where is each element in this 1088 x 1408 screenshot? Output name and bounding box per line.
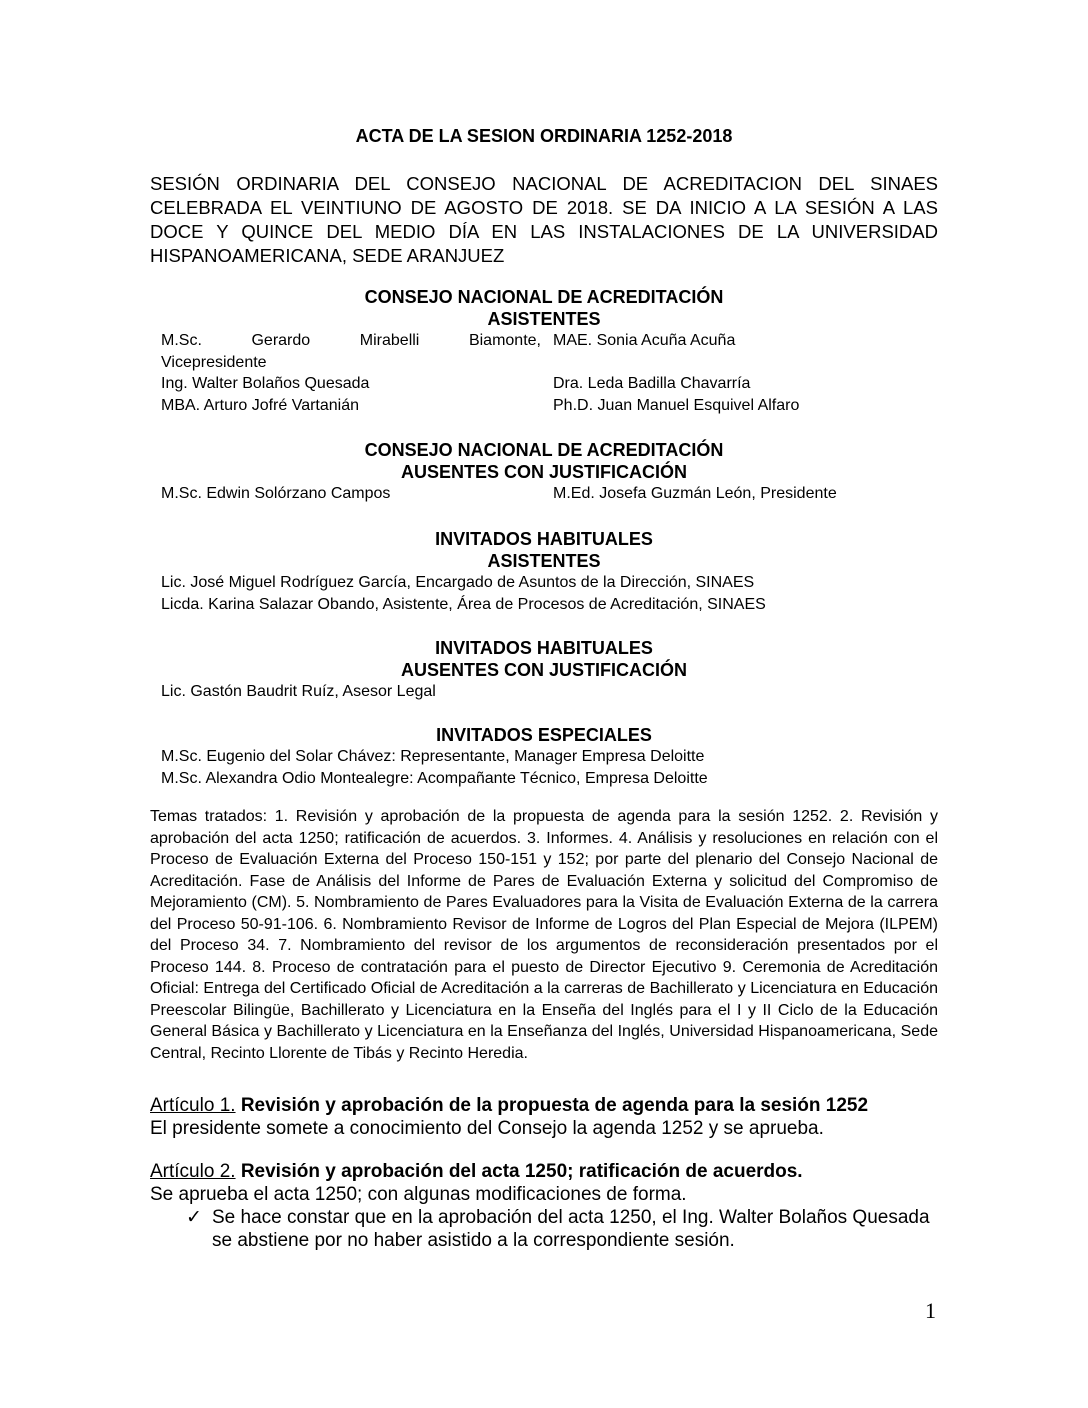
guest-line: M.Sc. Eugenio del Solar Chávez: Representante, Manager Empresa Deloitte — [161, 748, 705, 765]
attendee-name: Ing. Walter Bolaños Quesada — [161, 375, 370, 392]
attendee-row — [150, 395, 938, 417]
article-title: Revisión y aprobación de la propuesta de agenda para la sesión 1252 — [240, 1095, 869, 1116]
page-number: 1 — [925, 1298, 936, 1323]
section-subheading: ASISTENTES — [487, 551, 601, 571]
article-label: Artículo 2. — [150, 1161, 236, 1182]
section-subheading: ASISTENTES — [487, 309, 601, 329]
section-heading: CONSEJO NACIONAL DE ACREDITACIÓN — [364, 440, 724, 460]
section-heading: INVITADOS HABITUALES — [435, 638, 653, 658]
attendee-row — [150, 330, 938, 352]
attendee-name: Ph.D. Juan Manuel Esquivel Alfaro — [553, 396, 800, 414]
article-title: Revisión y aprobación del acta 1250; ratificación de acuerdos. — [240, 1161, 803, 1182]
invitados-especiales-section — [150, 724, 938, 789]
section-heading: CONSEJO NACIONAL DE ACREDITACIÓN — [364, 287, 724, 307]
attendee-name: MAE. Sonia Acuña Acuña — [553, 332, 736, 349]
attendee-name: Dra. Leda Badilla Chavarría — [553, 375, 751, 392]
article-text: Se aprueba el acta 1250; con algunas modificaciones de forma. — [150, 1184, 687, 1205]
attendee-name: MBA. Arturo Jofré Vartanián — [161, 396, 360, 414]
attendee-name-justified: M.Sc. Gerardo Mirabelli Biamonte, — [161, 332, 541, 349]
checkmark-icon: ✓ — [186, 1207, 202, 1228]
article-2 — [150, 1160, 938, 1252]
section-subheading: AUSENTES CON JUSTIFICACIÓN — [400, 462, 688, 482]
guest-line: M.Sc. Alexandra Odio Montealegre: Acompañante Técnico, Empresa Deloitte — [161, 769, 708, 787]
document-title: ACTA DE LA SESION ORDINARIA 1252-2018 — [355, 126, 733, 146]
section-heading: INVITADOS HABITUALES — [435, 529, 653, 549]
attendee-role: Vicepresidente — [161, 353, 267, 371]
section-heading: INVITADOS ESPECIALES — [436, 725, 652, 745]
attendee-row — [150, 373, 938, 395]
session-intro: SESIÓN ORDINARIA DEL CONSEJO NACIONAL DE ACREDITACION DEL SINAES CELEBRADA EL VEINTIUNO DE AGOSTO DE 2018. SE DA INICIO A LA SESIÓN A LAS DOCE Y QUINCE DEL MEDIO DÍA EN LAS INSTALACIONES DE LA UNIVERSIDAD HISPANOAMERICANA, SEDE ARANJUEZ — [150, 173, 938, 266]
absent-row — [150, 483, 938, 505]
article-1 — [150, 1094, 938, 1140]
article-text: El presidente somete a conocimiento del Consejo la agenda 1252 y se aprueba. — [150, 1118, 824, 1139]
invitados-asistentes-section — [150, 528, 938, 615]
consejo-asistentes-section — [150, 286, 938, 416]
article-label: Artículo 1. — [150, 1095, 236, 1116]
invitados-ausentes-section — [150, 637, 938, 703]
absent-name: M.Sc. Edwin Solórzano Campos — [161, 485, 391, 502]
topics-paragraph: Temas tratados: 1. Revisión y aprobación de la propuesta de agenda para la sesión 1252. 2. Revisión y aprobación del acta 1250; ratificación de acuerdos. 3. Informes. 4. Análisis y resoluciones en relación con el Proceso de Evaluación Externa del Proceso 150-151 y 152; por parte del plenario del Consejo Nacional de Acreditación. Fase de Análisis del Informe de Pares de Evaluación Externa y solicitud del Compromiso de Mejoramiento (CM). 5. Nombramiento de Pares Evaluadores para la Visita de Evaluación Externa de la carrera del Proceso 50-91-106. 6. Nombramiento Revisor de Informe de Logros del Plan Especial de Mejora (ILPEM) del Proceso 34. 7. Nombramiento del revisor de los argumentos de reconsideración presentados por el Proceso 144. 8. Proceso de contratación para el puesto de Director Ejecutivo 9. Ceremonia de Acreditación Oficial: Entrega del Certificado Oficial de Acreditación a la carreras de Bachillerato y Licenciatura en Educación Preescolar Bilingüe, Bachillerato y Licenciatura en la Enseña del Inglés para el I y II Ciclo de la Educación General Básica y Bachillerato y Licenciatura en la Enseñanza del Inglés, Universidad Hispanoamericana, Sede Central, Recinto Llorente de Tibás y Recinto Heredia. — [150, 808, 938, 1062]
section-subheading: AUSENTES CON JUSTIFICACIÓN — [400, 660, 688, 680]
bullet-text: Se hace constar que en la aprobación del acta 1250, el Ing. Walter Bolaños Quesada se abstiene por no haber asistido a la correspondiente sesión. — [212, 1207, 930, 1251]
consejo-ausentes-section — [150, 439, 938, 505]
guest-line: Lic. José Miguel Rodríguez García, Encargado de Asuntos de la Dirección, SINAES — [161, 574, 755, 591]
absent-name: M.Ed. Josefa Guzmán León, Presidente — [553, 485, 837, 502]
guest-line: Lic. Gastón Baudrit Ruíz, Asesor Legal — [161, 683, 436, 700]
guest-line: Licda. Karina Salazar Obando, Asistente, Área de Procesos de Acreditación, SINAES — [161, 595, 766, 613]
bullet-item — [150, 1206, 938, 1252]
